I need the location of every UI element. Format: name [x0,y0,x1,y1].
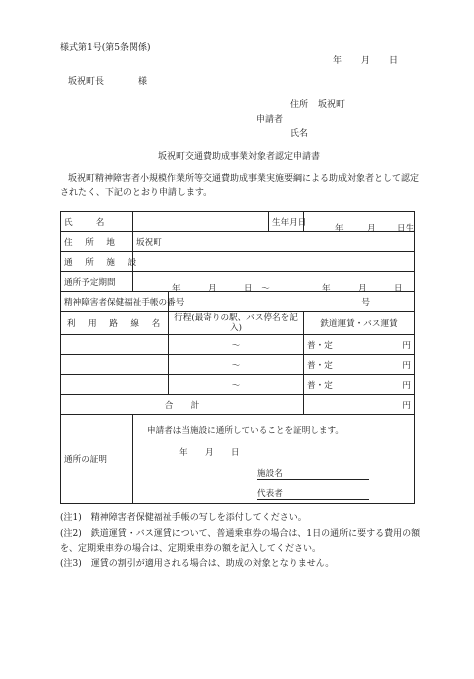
fare-unit: 円 [402,340,411,351]
total-label: 合 計 [61,395,304,415]
cert-date-month: 月 [205,448,214,458]
note-1: (注1) 精神障害者保健福祉手帳の写しを添付してください。 [60,513,307,523]
route-name-cell[interactable] [61,335,169,355]
address-field-label: 住 所 地 [61,232,133,252]
form-number: 様式第1号(第5条関係) [60,43,151,53]
facility-field-label: 通 所 施 設 [61,252,133,272]
application-table [60,211,415,504]
row-name [61,212,415,232]
note-3: (注3) 運賃の割引が適用される場合は、助成の対象となりません。 [60,559,335,569]
route-name-cell[interactable] [61,355,169,375]
row-total [61,395,415,415]
period-field[interactable] [133,272,415,292]
period-end-day-unit: 日 [394,283,403,294]
facility-name-label: 施設名 [257,469,283,479]
fare-type: 普・定 [307,340,333,351]
applicant-label: 申請者 [256,115,284,125]
period-end-year-unit: 年 [322,283,331,294]
birth-month-unit: 月 [367,223,376,234]
fare-unit: 円 [402,360,411,371]
fare-header-label: 鉄道運賃・バス運賃 [304,312,415,335]
note-2-continued: を、定期乗車券の場合は、定期乗車券の額を記入してください。 [60,544,322,554]
address-value: 坂祝町 [318,100,346,110]
name-field-label: 氏 名 [61,212,133,232]
period-field-label: 通所予定期間 [61,272,133,292]
address-label: 住所 [290,100,309,110]
fare-type: 普・定 [307,360,333,371]
header-date-month: 月 [361,56,371,66]
period-start-day-unit: 日 〜 [244,283,270,294]
route-name-cell[interactable] [61,375,169,395]
recipient: 坂祝町長 [68,77,105,87]
birth-field[interactable] [304,212,415,232]
segment-cell[interactable]: 〜 [169,375,304,395]
header-date-year: 年 [333,56,343,66]
fare-cell[interactable] [304,375,415,395]
handbook-field[interactable]: 号 [169,292,415,312]
fare-unit: 円 [402,380,411,391]
segment-cell[interactable]: 〜 [169,335,304,355]
birth-year-unit: 年 [335,223,344,234]
period-end-month-unit: 月 [358,283,367,294]
row-route-header [61,312,415,335]
name-field[interactable] [133,212,269,232]
intro-line-2: されたく、下記のとおり申請します。 [60,188,213,198]
facility-name-field[interactable] [257,467,369,480]
fare-cell[interactable] [304,335,415,355]
certification-box [133,415,415,504]
certification-label: 通所の証明 [61,415,133,504]
route-row [61,375,415,395]
route-header-label: 利 用 路 線 名 [61,312,169,335]
route-row [61,335,415,355]
period-start-year-unit: 年 [172,283,181,294]
cert-date-day: 日 [231,448,240,458]
total-field[interactable]: 円 [304,395,415,415]
row-period [61,272,415,292]
segment-cell[interactable]: 〜 [169,355,304,375]
row-facility [61,252,415,272]
fare-cell[interactable] [304,355,415,375]
handbook-field-label: 精神障害者保健福祉手帳の番号 [61,292,169,312]
row-certification [61,415,415,504]
cert-date-year: 年 [179,448,188,458]
fare-type: 普・定 [307,380,333,391]
representative-label: 代表者 [257,489,283,499]
certification-text: 申請者は当施設に通所していることを証明します。 [147,426,344,436]
row-handbook [61,292,415,312]
route-row [61,355,415,375]
segment-header-label: 行程(最寄りの駅、バス停名を記入) [169,312,304,335]
name-label: 氏名 [290,129,309,139]
row-address [61,232,415,252]
header-date-day: 日 [389,56,399,66]
birth-day-unit: 日生 [397,223,415,234]
recipient-suffix: 様 [138,77,148,87]
document-title: 坂祝町交通費助成事業対象者認定申請書 [158,152,321,162]
facility-field[interactable] [133,252,415,272]
note-2: (注2) 鉄道運賃・バス運賃について、普通乗車券の場合は、1日の通所に要する費用の額 [60,529,421,539]
address-field[interactable]: 坂祝町 [133,232,415,252]
intro-line-1: 坂祝町精神障害者小規模作業所等交通費助成事業実施要綱による助成対象者として認定 [68,174,420,184]
representative-field[interactable] [257,487,369,500]
birth-field-label: 生年月日 [269,212,304,232]
period-start-month-unit: 月 [208,283,217,294]
